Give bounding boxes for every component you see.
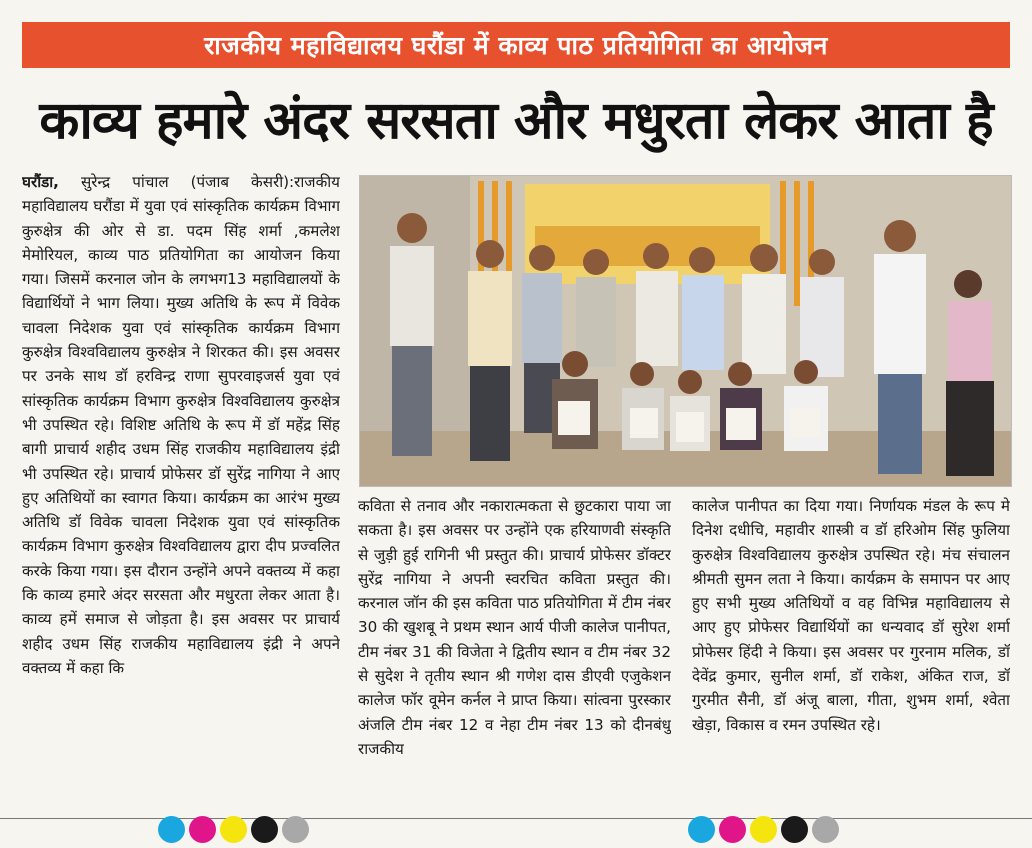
headline (16, 80, 1016, 156)
registration-marks-left (158, 816, 309, 843)
magenta-registration-dot (719, 816, 746, 843)
magenta-registration-dot (189, 816, 216, 843)
article-column-3 (692, 494, 1010, 798)
kicker-text: राजकीय महाविद्यालय घरौंडा में काव्य पाठ प्रतियोगिता का आयोजन (204, 31, 828, 60)
yellow-registration-dot (750, 816, 777, 843)
cyan-registration-dot (688, 816, 715, 843)
gray-registration-dot (282, 816, 309, 843)
headline-text: काव्य हमारे अंदर सरसता और मधुरता लेकर आता है (39, 90, 993, 151)
article-column-2 (358, 494, 671, 798)
cyan-registration-dot (158, 816, 185, 843)
footer-rule (0, 818, 1032, 819)
group-photo-image (359, 175, 1012, 487)
yellow-registration-dot (220, 816, 247, 843)
registration-marks-right (688, 816, 839, 843)
column-1-text: सुरेन्द्र पांचाल (पंजाब केसरी):राजकीय महाविद्यालय घरौंडा में युवा एवं सांस्कृतिक कार्यक्रम विभाग कुरुक्षेत्र की ओर से डा. पदम सिंह शर्मा ,कमलेश मेमोरियल, काव्य पाठ प्रतियोगिता का आयोजन किया गया। जिसमें करनाल जोन के लगभग13 महाविद्यालयों के विद्यार्थियों ने भाग लिया। मुख्य अतिथि के रूप में विवेक चावला निदेशक युवा एवं सांस्कृतिक कार्यक्रम विभाग कुरुक्षेत्र विश्वविद्यालय कुरुक्षेत्र ने शिरकत की। इस अवसर पर उनके साथ डॉ हरविन्द्र राणा सुपरवाइजर्स युवा एवं सांस्कृतिक कार्यक्रम विभाग कुरुक्षेत्र विश्वविद्यालय कुरुक्षेत्र भी उपस्थित रहे। विशिष्ट अतिथि के रूप में डॉ महेंद्र सिंह बागी प्राचार्य शहीद उधम सिंह राजकीय महाविद्यालय इंद्री भी उपस्थित रहे। प्राचार्य प्रोफेसर डॉ सुरेंद्र नागिया ने आए हुए अतिथियों का स्वागत किया। कार्यक्रम का आरंभ मुख्य अतिथि डॉ विवेक चावला निदेशक युवा एवं सांस्कृतिक कार्यक्रम विभाग कुरुक्षेत्र विश्वविद्यालय द्वारा दीप प्रज्वलित करके किया गया। इस दौरान उन्होंने अपने वक्तव्य में कहा कि काव्य हमारे अंदर सरसता और मधुरता लेकर आता है। काव्य हमें समाज से जोड़ता है। इस अवसर पर प्राचार्य शहीद उधम सिंह राजकीय महाविद्यालय इंद्री ने अपने वक्तव्य में कहा कि (22, 173, 340, 677)
kicker-banner (22, 22, 1010, 68)
black-registration-dot (251, 816, 278, 843)
column-3-text: कालेज पानीपत का दिया गया। निर्णायक मंडल के रूप मे दिनेश दधीचि, महावीर शास्त्री व डॉ हरिओम सिंह फुलिया कुरुक्षेत्र विश्वविद्यालय कुरुक्षेत्र उपस्थित रहे। मंच संचालन श्रीमती सुमन लता ने किया। कार्यक्रम के समापन पर आए हुए सभी मुख्य अतिथियों व वह विभिन्न महाविद्यालय से आए हुए प्रोफेसर विद्यार्थियों का धन्यवाद डॉ सुरेश शर्मा प्रोफेसर हिंदी ने किया। इस अवसर पर गुरनाम मलिक, डॉ देवेंद्र कुमार, सुनील शर्मा, डॉ राकेश, अंकित राज, डॉ गुरमीत सैनी, डॉ अंजू बाला, गीता, शुभम शर्मा, श्वेता खेड़ा, विकास व रमन उपस्थित रहे। (692, 497, 1010, 734)
black-registration-dot (781, 816, 808, 843)
gray-registration-dot (812, 816, 839, 843)
article-column-1 (22, 170, 340, 798)
dateline: घरौंडा, (22, 173, 59, 191)
column-2-text: कविता से तनाव और नकारात्मकता से छुटकारा पाया जा सकता है। इस अवसर पर उन्होंने एक हरियाणवी संस्कृति से जुड़ी हुई रागिनी भी प्रस्तुत की। प्राचार्य प्रोफेसर डॉक्टर सुरेंद्र नागिया ने अपनी स्वरचित कविता प्रस्तुत की। करनाल जॉन की इस कविता पाठ प्रतियोगिता में टीम नंबर 30 की खुशबू ने प्रथम स्थान आर्य पीजी कालेज पानीपत, टीम नंबर 31 की विजेता ने द्वितीय स्थान व टीम नंबर 32 से सुदेश ने तृतीय स्थान श्री गणेश दास डीएवी एजुकेशन कालेज फॉर वूमेन कर्नल ने प्राप्त किया। सांत्वना पुरस्कार अंजलि टीम नंबर 12 व नेहा टीम नंबर 13 को दीनबंधु राजकीय (358, 497, 671, 758)
group-photo-illustration (360, 176, 1011, 486)
